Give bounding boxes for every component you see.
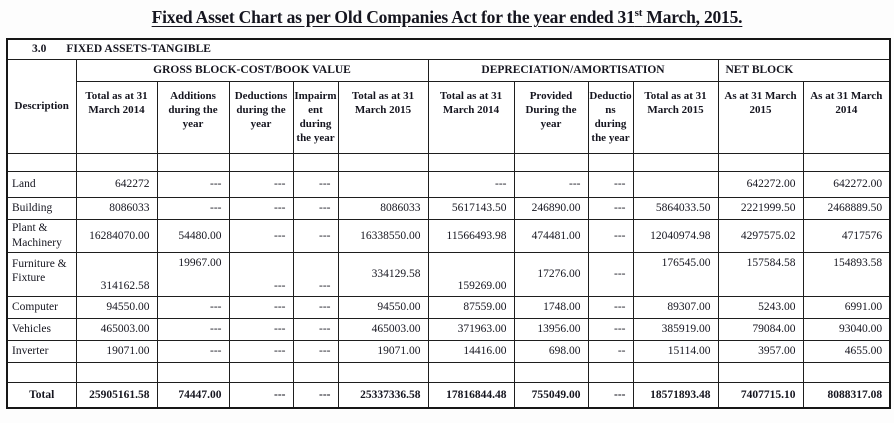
value-cell: ---	[588, 197, 633, 219]
spacer-cell	[229, 362, 293, 382]
asset-row	[7, 296, 890, 318]
value-cell: ---	[293, 382, 338, 408]
value-cell: 642272.00	[803, 171, 890, 197]
column-header-dep-total-2014: Total as at 31 March 2014	[428, 81, 514, 153]
value-cell: 16338550.00	[338, 219, 428, 252]
spacer-cell	[588, 362, 633, 382]
group-header-gross-block: GROSS BLOCK-COST/BOOK VALUE	[76, 59, 428, 81]
spacer-cell	[293, 153, 338, 171]
column-header-dep-total-2015: Total as at 31 March 2015	[633, 81, 718, 153]
value-cell: ---	[514, 171, 588, 197]
value-cell: 465003.00	[76, 318, 157, 340]
column-header-gb-total-2015: Total as at 31 March 2015	[338, 81, 428, 153]
value-cell: 87559.00	[428, 296, 514, 318]
value-cell: 5243.00	[718, 296, 803, 318]
value-cell: 159269.00	[428, 252, 514, 296]
title-post: March, 2015.	[642, 7, 743, 27]
asset-row	[7, 340, 890, 362]
value-cell: 4297575.02	[718, 219, 803, 252]
value-cell: 5864033.50	[633, 197, 718, 219]
value-cell: 698.00	[514, 340, 588, 362]
spacer-cell	[157, 362, 229, 382]
spacer-cell	[428, 153, 514, 171]
value-cell: 154893.58	[803, 252, 890, 296]
value-cell: ---	[588, 171, 633, 197]
group-header-row	[7, 59, 890, 81]
value-cell: ---	[157, 340, 229, 362]
value-cell: ---	[293, 219, 338, 252]
value-cell: 755049.00	[514, 382, 588, 408]
value-cell: ---	[293, 340, 338, 362]
spacer-cell	[514, 153, 588, 171]
value-cell: 4655.00	[803, 340, 890, 362]
spacer-cell	[338, 362, 428, 382]
group-header-depreciation: DEPRECIATION/AMORTISATION	[428, 59, 718, 81]
value-cell: ---	[293, 197, 338, 219]
value-cell: 371963.00	[428, 318, 514, 340]
value-cell: 19071.00	[76, 340, 157, 362]
value-cell: 74447.00	[157, 382, 229, 408]
value-cell: 25905161.58	[76, 382, 157, 408]
value-cell: 385919.00	[633, 318, 718, 340]
value-cell: ---	[588, 296, 633, 318]
value-cell: 8088317.08	[803, 382, 890, 408]
spacer-cell	[76, 362, 157, 382]
value-cell: 93040.00	[803, 318, 890, 340]
value-cell: ---	[229, 340, 293, 362]
value-cell: 5617143.50	[428, 197, 514, 219]
value-cell: 314162.58	[76, 252, 157, 296]
spacer-cell	[803, 153, 890, 171]
row-label: Computer	[7, 296, 76, 318]
value-cell: 8086033	[76, 197, 157, 219]
value-cell: 13956.00	[514, 318, 588, 340]
column-header-gb-deductions: Deductions during the year	[229, 81, 293, 153]
column-header-gb-additions: Additions during the year	[157, 81, 229, 153]
value-cell: ---	[293, 296, 338, 318]
spacer-cell	[338, 153, 428, 171]
value-cell: ---	[588, 382, 633, 408]
value-cell: 18571893.48	[633, 382, 718, 408]
value-cell: 12040974.98	[633, 219, 718, 252]
spacer-cell	[293, 362, 338, 382]
group-header-net-block: NET BLOCK	[718, 59, 890, 81]
row-label: Plant & Machinery	[7, 219, 76, 252]
value-cell: 89307.00	[633, 296, 718, 318]
spacer-cell	[514, 362, 588, 382]
total-label: Total	[7, 382, 76, 408]
value-cell: --	[588, 340, 633, 362]
value-cell: 465003.00	[338, 318, 428, 340]
spacer-cell	[633, 153, 718, 171]
total-row	[7, 382, 890, 408]
row-label: Furniture & Fixture	[7, 252, 76, 296]
value-cell: 7407715.10	[718, 382, 803, 408]
value-cell: 2468889.50	[803, 197, 890, 219]
value-cell: ---	[229, 171, 293, 197]
row-label: Land	[7, 171, 76, 197]
spacer-cell	[229, 153, 293, 171]
spacer-cell	[718, 362, 803, 382]
value-cell: 4717576	[803, 219, 890, 252]
row-label: Inverter	[7, 340, 76, 362]
page-title	[0, 0, 894, 34]
column-header-net-2015: As at 31 March 2015	[718, 81, 803, 153]
value-cell: ---	[588, 219, 633, 252]
value-cell: ---	[229, 296, 293, 318]
value-cell: 94550.00	[76, 296, 157, 318]
spacer-cell	[76, 153, 157, 171]
value-cell: 246890.00	[514, 197, 588, 219]
title-pre: Fixed Asset Chart as per Old Companies Act for the year ended 31	[151, 7, 635, 27]
value-cell: 176545.00	[633, 252, 718, 296]
section-label: FIXED ASSETS-TANGIBLE	[66, 43, 211, 56]
spacer-cell	[428, 362, 514, 382]
value-cell: 642272	[76, 171, 157, 197]
value-cell: 19967.00	[157, 252, 229, 296]
asset-row	[7, 252, 890, 296]
row-label: Vehicles	[7, 318, 76, 340]
column-header-row	[7, 81, 890, 153]
spacer-row	[7, 362, 890, 382]
spacer-cell	[633, 362, 718, 382]
value-cell: ---	[293, 171, 338, 197]
spacer-cell	[7, 153, 76, 171]
description-column-header: Description	[7, 59, 76, 153]
value-cell: 79084.00	[718, 318, 803, 340]
value-cell: ---	[293, 318, 338, 340]
section-header-cell	[7, 39, 890, 59]
spacer-cell	[7, 362, 76, 382]
row-label: Building	[7, 197, 76, 219]
value-cell: 1748.00	[514, 296, 588, 318]
fixed-asset-table	[6, 38, 891, 409]
value-cell: 2221999.50	[718, 197, 803, 219]
value-cell: 25337336.58	[338, 382, 428, 408]
value-cell: 16284070.00	[76, 219, 157, 252]
value-cell: ---	[588, 252, 633, 296]
page-title-text	[152, 7, 743, 27]
value-cell: ---	[229, 252, 293, 296]
value-cell: ---	[157, 171, 229, 197]
value-cell: ---	[229, 197, 293, 219]
section-header-row	[7, 39, 890, 59]
value-cell	[633, 171, 718, 197]
asset-row	[7, 171, 890, 197]
column-header-dep-deductions: Deductions during the year	[588, 81, 633, 153]
section-number: 3.0	[32, 43, 47, 56]
value-cell: 17276.00	[514, 252, 588, 296]
value-cell: ---	[157, 197, 229, 219]
value-cell: ---	[157, 296, 229, 318]
value-cell: 334129.58	[338, 252, 428, 296]
value-cell: 14416.00	[428, 340, 514, 362]
column-header-dep-provided: Provided During the year	[514, 81, 588, 153]
value-cell: ---	[293, 252, 338, 296]
asset-row	[7, 318, 890, 340]
spacer-cell	[157, 153, 229, 171]
asset-row	[7, 219, 890, 252]
value-cell: 642272.00	[718, 171, 803, 197]
value-cell: ---	[588, 318, 633, 340]
spacer-row	[7, 153, 890, 171]
value-cell: 15114.00	[633, 340, 718, 362]
value-cell	[338, 171, 428, 197]
asset-row	[7, 197, 890, 219]
value-cell: 8086033	[338, 197, 428, 219]
column-header-net-2014: As at 31 March 2014	[803, 81, 890, 153]
value-cell: ---	[157, 318, 229, 340]
value-cell: 54480.00	[157, 219, 229, 252]
column-header-gb-total-2014: Total as at 31 March 2014	[76, 81, 157, 153]
value-cell: 157584.58	[718, 252, 803, 296]
value-cell: ---	[229, 219, 293, 252]
value-cell: 3957.00	[718, 340, 803, 362]
value-cell: ---	[229, 382, 293, 408]
spacer-cell	[718, 153, 803, 171]
spacer-cell	[588, 153, 633, 171]
value-cell: 474481.00	[514, 219, 588, 252]
title-superscript: st	[634, 7, 643, 20]
value-cell: 17816844.48	[428, 382, 514, 408]
spacer-cell	[803, 362, 890, 382]
value-cell: 11566493.98	[428, 219, 514, 252]
column-header-gb-impairment: Impairment during the year	[293, 81, 338, 153]
value-cell: 6991.00	[803, 296, 890, 318]
value-cell: 19071.00	[338, 340, 428, 362]
value-cell: 94550.00	[338, 296, 428, 318]
value-cell: ---	[229, 318, 293, 340]
value-cell: ---	[428, 171, 514, 197]
